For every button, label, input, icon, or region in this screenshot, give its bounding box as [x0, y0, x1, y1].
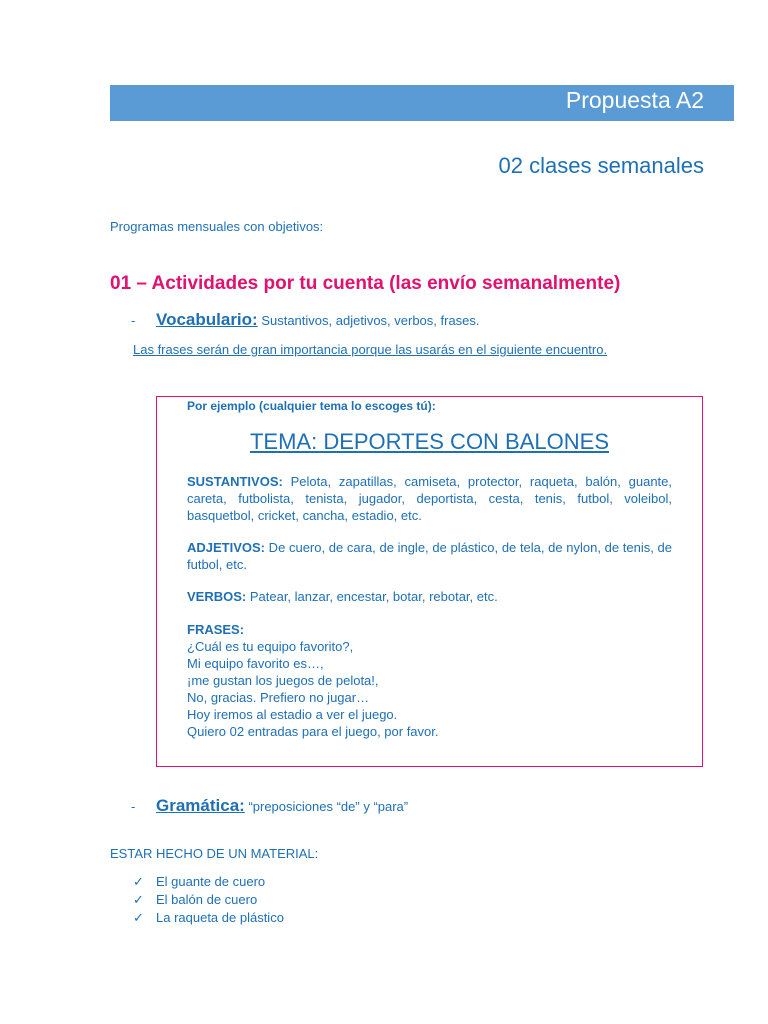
- programs-intro: Programas mensuales con objetivos:: [110, 219, 324, 234]
- verbs-label: VERBOS:: [187, 589, 247, 604]
- list-item: [133, 909, 284, 927]
- phrase-line: Quiero 02 entradas para el juego, por favor.: [187, 724, 439, 739]
- phrases-label: FRASES:: [187, 622, 245, 637]
- nouns-paragraph: [187, 473, 672, 524]
- adjectives-label: ADJETIVOS:: [187, 540, 266, 555]
- material-item-text: El guante de cuero: [156, 874, 266, 889]
- grammar-item: [131, 796, 408, 816]
- list-item: [133, 891, 284, 909]
- nouns-text: Pelota, zapatillas, camiseta, protector, raqueta, balón, guante, careta, futbolista, tenista, jugador, deportista, cesta, tenis, futbol, voleibol, basquetbol, cricket, cancha, estadio, etc.: [187, 474, 672, 523]
- phrase-line: Mi equipo favorito es…,: [187, 656, 324, 671]
- verbs-paragraph: [187, 588, 672, 605]
- phrase-line: ¡me gustan los juegos de pelota!,: [187, 673, 379, 688]
- page-subtitle: 02 clases semanales: [498, 153, 704, 178]
- checkmark-icon: ✓: [133, 910, 144, 925]
- phrases-paragraph: [187, 621, 672, 740]
- checkmark-icon: ✓: [133, 892, 144, 907]
- dash-bullet: -: [131, 313, 136, 328]
- nouns-label: SUSTANTIVOS:: [187, 474, 283, 489]
- phrase-line: ¿Cuál es tu equipo favorito?,: [187, 639, 354, 654]
- vocabulary-label: Vocabulario:: [156, 310, 258, 329]
- vocabulary-item: [131, 310, 480, 330]
- material-item-text: La raqueta de plástico: [156, 910, 284, 925]
- grammar-label: Gramática:: [156, 796, 245, 815]
- banner-title: Propuesta A2: [565, 87, 704, 113]
- example-intro: Por ejemplo (cualquier tema lo escoges tú):: [187, 399, 436, 413]
- vocabulary-text: Sustantivos, adjetivos, verbos, frases.: [257, 313, 480, 328]
- topic-title: TEMA: DEPORTES CON BALONES: [249, 429, 609, 454]
- phrases-note: Las frases serán de gran importancia porque las usarás en el siguiente encuentro.: [133, 342, 608, 357]
- material-item-text: El balón de cuero: [156, 892, 258, 907]
- material-heading: ESTAR HECHO DE UN MATERIAL:: [110, 846, 319, 861]
- adjectives-text: De cuero, de cara, de ingle, de plástico, de tela, de nylon, de tenis, de futbol, etc.: [187, 540, 672, 572]
- phrase-line: No, gracias. Prefiero no jugar…: [187, 690, 370, 705]
- title-banner: [110, 85, 734, 121]
- adjectives-paragraph: [187, 539, 672, 573]
- dash-bullet: -: [131, 799, 136, 814]
- example-box: [156, 396, 703, 767]
- grammar-text: “preposiciones “de” y “para”: [244, 799, 409, 814]
- phrase-line: Hoy iremos al estadio a ver el juego.: [187, 707, 398, 722]
- section-heading: 01 – Actividades por tu cuenta (las envío semanalmente): [110, 273, 621, 294]
- verbs-text: Patear, lanzar, encestar, botar, rebotar, etc.: [246, 589, 498, 604]
- list-item: [133, 873, 284, 891]
- material-list: [133, 873, 284, 927]
- checkmark-icon: ✓: [133, 874, 144, 889]
